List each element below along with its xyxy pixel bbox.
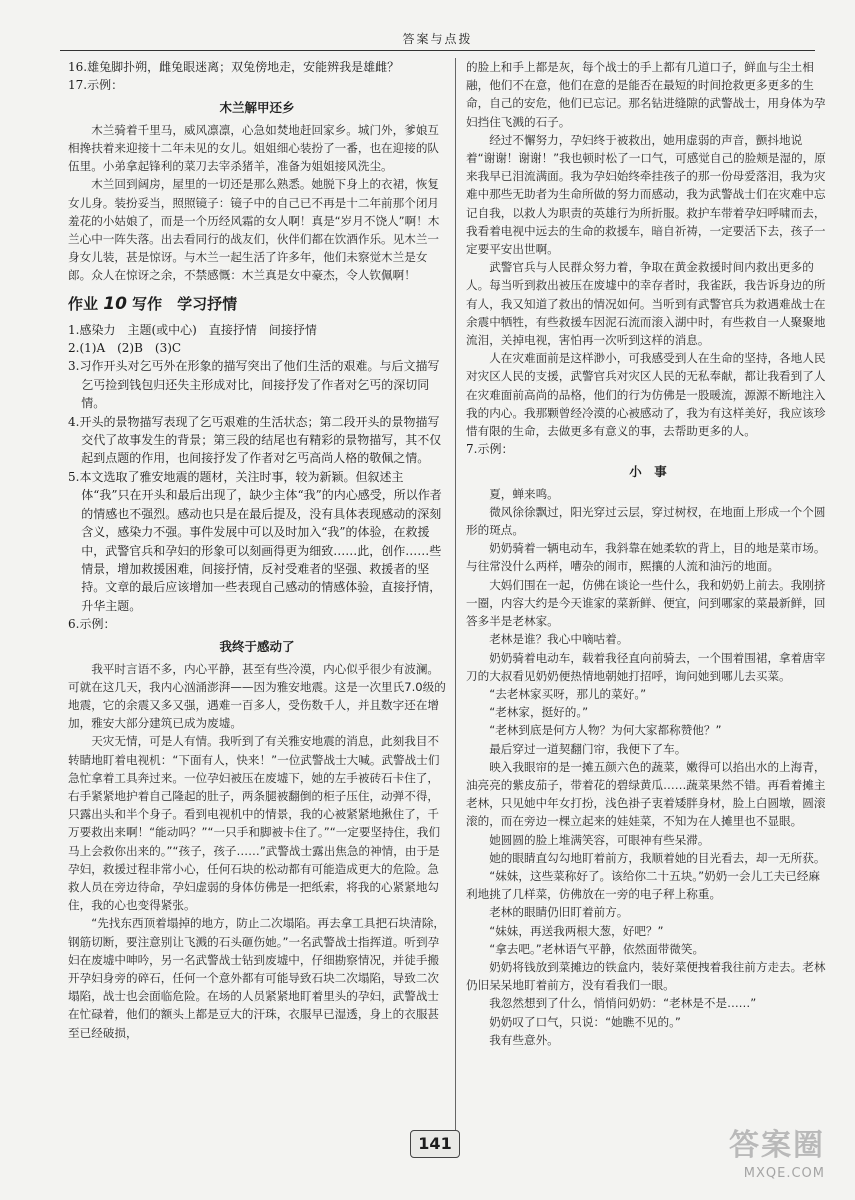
answer-7: 7.示例： bbox=[466, 442, 514, 457]
essay-paragraph: “老林家，挺好的。” bbox=[489, 705, 589, 720]
answer-5: 5.本文选取了雅安地震的题材，关注时事，较为新颖。但叙述主体“我”只在开头和最后出现了，缺少主体“我”的内心感受，所以作者的情感也不强烈。感动也只是在最后提及，没有具体表现感动的深刻含义，感染力不强。事件发展中可以及时加入“我”的体验，在救援中，武警官兵和孕妇的形象可以刻画得更为细致……此，创作……些情景，增加救援困难，间接抒情，反衬受难者的坚强、救援者的坚持。文章的最后应该增加一些表现自己感动的情感体验，直接抒情，升华主题。 bbox=[68, 469, 442, 613]
essay-title: 小 事 bbox=[629, 463, 667, 479]
essay-paragraph: 奶奶将钱放到菜摊边的铁盒内，装好菜便拽着我往前方走去。老林仍旧呆呆地盯着前方，没有看我们一眼。 bbox=[466, 959, 826, 993]
answer-4: 4.开头的景物描写表现了乞丐艰难的生活状态；第二段开头的景物描写交代了故事发生的背景；第三段的结尾也有精彩的景物描写，其不仅起到点题的作用，也间接抒发了作者对乞丐高尚人格的敬佩之情。 bbox=[68, 414, 442, 466]
essay-paragraph: 她圆圆的脸上堆满笑容，可眼神有些呆滞。 bbox=[489, 832, 710, 847]
essay-paragraph: 映入我眼帘的是一摊五颜六色的蔬菜，嫩得可以掐出水的上海青，油亮亮的紫皮茄子，带着花的碧绿黄瓜……蔬菜果然不错。再看着摊主老林，只见她中年女打扮，浅色褂子衷着矮胖身材，脸上白圆墩，圆滚滚的，而在旁边一棵立起来的娃娃菜，不知为在人摊里也不显眼。 bbox=[466, 759, 826, 829]
essay-paragraph: 木兰回到阔房，屋里的一切还是那么熟悉。她脱下身上的衣裙，恢复女儿身。装扮妥当，照照镜子：镜子中的自己已不再是十二年前那个闭月羞花的小姑娘了，而是一个历经风霜的女人啊！真是“岁月不饶人”啊！木兰心中一阵失落。出去看同行的战友们，伙伴们都在饮酒作乐。见木兰一身女儿装，甚是惊讶。与木兰一起生活了许多年，他们未察觉木兰是女郎。众人在惊讶之余，不禁感慨：木兰真是女中豪杰，令人钦佩啊！ bbox=[68, 177, 440, 283]
essay-paragraph: “先找东西顶着塌掉的地方，防止二次塌陷。再去拿工具把石块清除，钢筋切断，要注意别让飞溅的石头砸伤她。”一名武警战士指挥道。听到孕妇在废墟中呻吟，另一名武警战士钻到废墟中，仔细勘察情况，并徒手搬开孕妇身旁的碎石，任何一个意外都有可能导致石块二次塌陷，导致二次塌陷，战士也会面临危险。在场的人员紧紧地盯着里头的孕妇，武警战士在忙碌着，他们的额头上都是豆大的汗珠，衣服早已湿透，身上的衣服甚至已经破损， bbox=[68, 916, 446, 1040]
page-header bbox=[60, 28, 815, 51]
essay-paragraph: “妹妹，再送我两根大葱，好吧？” bbox=[489, 923, 664, 938]
watermark-logo bbox=[665, 1126, 825, 1186]
essay-paragraph: 武警官兵与人民群众努力着，争取在黄金救援时间内救出更多的人。每当听到救出被压在废墟中的幸存者时，我雀跃，我告诉身边的所有人，我又知道了救出的情况如何。当听到有武警官兵为救遇难战士在余震中牺牲，有些救援车因泥石流而滚入湖中时，有些救自一人聚聚地流泪，关掉电视，害怕再一次听到这样的消息。 bbox=[466, 260, 826, 348]
page-number: 141 bbox=[410, 1130, 460, 1158]
essay-paragraph: 大妈们围在一起，仿佛在谈论一些什么，我和奶奶上前去。我刚挤一圈，内容大约是今天谁家的菜新鲜、便宜，问到哪家的菜最新鲜，回答多半是老林家。 bbox=[466, 577, 826, 629]
essay-paragraph: “老林到底是何方人物？为何大家都称赞他？” bbox=[489, 723, 722, 738]
essay-paragraph: 木兰骑着千里马，威风凛凛，心急如焚地赶回家乡。城门外，爹娘互相搀扶着来迎接十二年未见的女儿。姐姐细心装扮了一番，也在迎接的队伍里。小弟拿起锋利的菜刀去宰杀猪羊，准备为姐姐接风洗尘。 bbox=[68, 122, 440, 174]
section-heading bbox=[68, 289, 446, 319]
essay-paragraph: “去老林家买呀，那儿的菜好。” bbox=[489, 686, 647, 701]
essay-paragraph: “妹妹，这些菜称好了。该给你二十五块。”奶奶一会儿工夫已经麻利地挑了几样菜，仿佛放在一旁的电子秤上称重。 bbox=[466, 868, 821, 902]
essay-paragraph: 微风徐徐飘过，阳光穿过云层，穿过树杈，在地面上形成一个个圆形的斑点。 bbox=[466, 504, 826, 538]
answer-6: 6.示例： bbox=[68, 617, 116, 632]
answer-17: 17.示例： bbox=[68, 78, 124, 93]
essay-title: 我终于感动了 bbox=[219, 638, 295, 654]
essay-title: 木兰解甲还乡 bbox=[219, 99, 295, 115]
essay-paragraph: 我平时言语不多，内心平静，甚至有些冷漠，内心似乎很少有波澜。可就在这几天，我内心汹涌澎湃——因为雅安地震。这是一次里氏7.0级的地震，它的余震又多又强，遇难一百多人，受伤数千人，并且数字还在增加，雅安大部分建筑已成为废墟。 bbox=[68, 661, 446, 731]
essay-paragraph: 奶奶叹了口气，只说：“她瞧不见的。” bbox=[489, 1014, 681, 1029]
essay-paragraph: 的脸上和手上都是灰，每个战士的手上都有几道口子，鲜血与尘土相融，他们不在意，他们在意的是能否在最短的时间抢救更多更多的生命，自己的安危，他们已忘记。那名钻进缝隙的武警战士，用身体为孕妇挡住飞溅的石子。 bbox=[466, 60, 826, 129]
left-column bbox=[68, 58, 446, 1140]
essay-paragraph: 老林的眼睛仍旧盯着前方。 bbox=[489, 905, 629, 920]
watermark-text: 答案圈 bbox=[729, 1128, 825, 1163]
essay-paragraph: 夏，蝉来鸣。 bbox=[489, 486, 559, 501]
essay-paragraph: 经过不懈努力，孕妇终于被救出，她用虚弱的声音，颤抖地说着“谢谢！谢谢！”我也顿时松了一口气，可感觉自己的脸颊是湿的，原来我早已泪流满面。我为孕妇始终牵挂孩子的那一份母爱落泪，我为灾难中那些无助者为生命所做的努力而感动，我为武警战士们在灾难中忘记自我，以救人为职责的英雄行为所折服。救护车带着孕妇呼啸而去，我看着电视中远去的生命的救援车，暗自祈祷，一定要活下去，孩子一定要平安出世啊。 bbox=[466, 132, 826, 257]
answer-2: 2.(1)A (2)B (3)C bbox=[68, 341, 182, 356]
essay-paragraph: 我有些意外。 bbox=[489, 1032, 559, 1047]
essay-paragraph: 奶奶骑着电动车，载着我径直向前骑去，一个围着围裙，拿着唐宰刀的大叔看见奶奶便热情地朝她打招呼，询问她到哪儿去买菜。 bbox=[466, 650, 826, 683]
essay-paragraph: “拿去吧。”老林语气平静，依然面带微笑。 bbox=[489, 941, 705, 956]
watermark-url: MXQE.COM bbox=[743, 1166, 825, 1181]
essay-paragraph: 她的眼睛直勾勾地盯着前方，我顺着她的目光看去，却一无所获。 bbox=[489, 850, 826, 865]
right-column bbox=[466, 58, 830, 1140]
section-label: 作业 bbox=[68, 294, 99, 313]
header-title: 答案与点拨 bbox=[402, 32, 473, 46]
answer-3: 3.习作开头对乞丐外在形象的描写突出了他们生活的艰难。与后文描写乞丐捡到钱包归还失主形成对比，间接抒发了作者对乞丐的深切同情。 bbox=[68, 359, 440, 411]
answer-1: 1.感染力 主题(或中心) 直接抒情 间接抒情 bbox=[68, 322, 317, 337]
essay-paragraph: 最后穿过一道契翻门帘，我便下了车。 bbox=[489, 741, 687, 756]
essay-paragraph: 天灾无情，可是人有情。我听到了有关雅安地震的消息，此刻我目不转睛地盯着电视机：“下面有人，快来！”一位武警战士大喊。武警战士们急忙拿着工具奔过来。一位孕妇被压在废墟下，她的左手被砖石卡住了，右手紧紧地护着自己隆起的肚子，两条腿被翻倒的柜子压住，动弹不得，只露出头和半个身子。看到电视机中的情景，我的心被紧紧地揪住了，千万要救出来啊！“能动吗？”“一只手和脚被卡住了。”“一定要坚持住，我们马上会救你出来的。”“孩子，孩子……”武警战士露出焦急的神情，由于是孕妇，救援过程非常小心，任何石块的松动都有可能造成更大的危险。急救人员在旁边待命，孕妇虚弱的身体仿佛是一把纸索，将我的心紧紧地勾住，我的心也变得紧张。 bbox=[68, 734, 441, 913]
answer-16: 16.雄兔脚扑朔，雌兔眼迷离；双兔傍地走，安能辨我是雄雌？ bbox=[68, 60, 400, 74]
essay-paragraph: 奶奶骑着一辆电动车，我斜靠在她柔软的背上，目的地是菜市场。与往常没什么两样，嘈杂的闹市，熙攘的人流和油污的地面。 bbox=[466, 541, 826, 574]
essay-paragraph: 老林是谁？我心中嘀咕着。 bbox=[489, 632, 629, 647]
essay-paragraph: 我忽然想到了什么，悄悄问奶奶：“老林是不是……” bbox=[489, 996, 757, 1011]
essay-paragraph: 人在灾难面前是这样渺小，可我感受到人在生命的坚持，各地人民对灾区人民的支援，武警官兵对灾区人民的无私奉献，都让我看到了人在灾难面前高尚的品格，他们的行为仿佛是一股暖流，源源不断地注入我的内心。我那颗曾经冷漠的心被感动了，我为有这样美好，我应该珍惜有限的生命，去做更多有意义的事，去帮助更多的人。 bbox=[466, 351, 826, 439]
section-number: 10 bbox=[103, 293, 127, 314]
column-divider bbox=[455, 58, 456, 1140]
section-title: 写作 学习抒情 bbox=[132, 294, 238, 313]
